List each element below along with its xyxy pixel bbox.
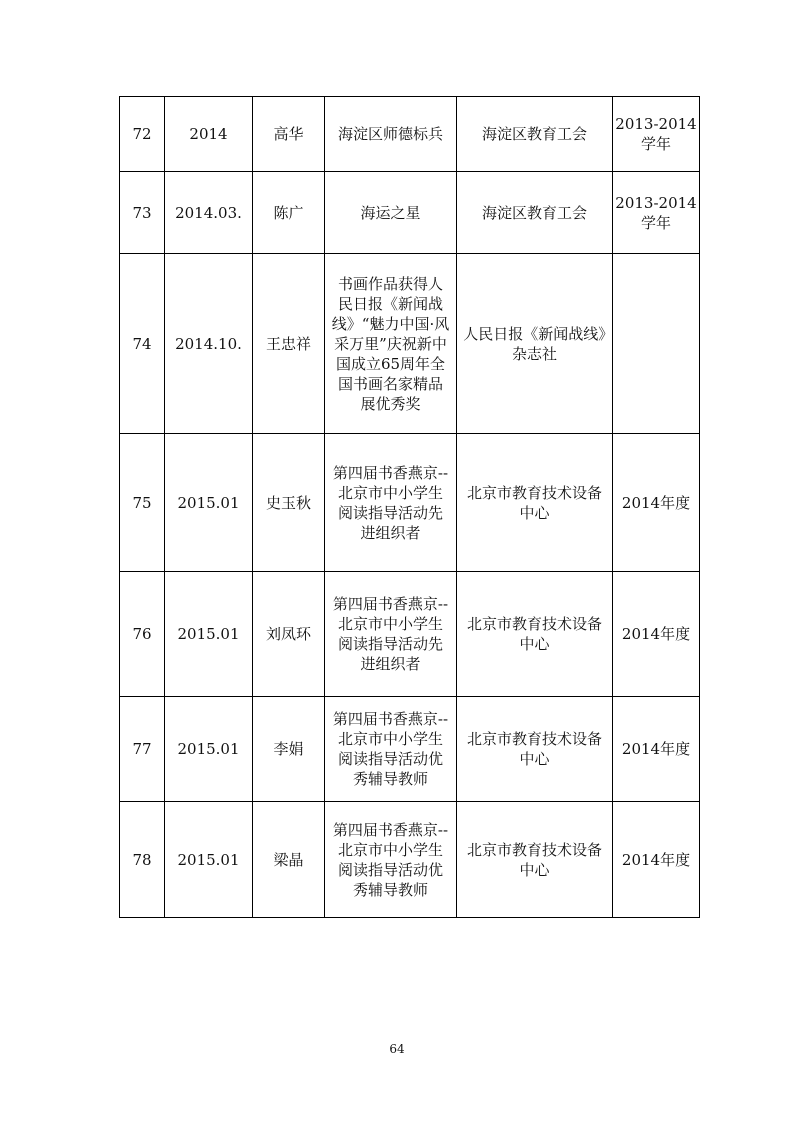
cell-date: 2014.10. (165, 254, 253, 434)
cell-period: 2014年度 (613, 434, 700, 572)
cell-number: 72 (120, 97, 165, 172)
page-number: 64 (389, 1042, 405, 1056)
table-row (120, 97, 700, 172)
cell-issuer: 人民日报《新闻战线》杂志社 (457, 254, 613, 434)
cell-period: 2014年度 (613, 802, 700, 918)
table-row (120, 172, 700, 254)
cell-issuer: 北京市教育技术设备中心 (457, 434, 613, 572)
cell-name: 梁晶 (253, 802, 325, 918)
cell-award: 第四届书香燕京--北京市中小学生阅读指导活动先进组织者 (325, 572, 457, 697)
cell-number: 73 (120, 172, 165, 254)
cell-award: 书画作品获得人民日报《新闻战线》“魅力中国·风采万里”庆祝新中国成立65周年全国书画名家精品展优秀奖 (325, 254, 457, 434)
table-row (120, 802, 700, 918)
table-row (120, 254, 700, 434)
cell-issuer: 北京市教育技术设备中心 (457, 802, 613, 918)
cell-award: 第四届书香燕京--北京市中小学生阅读指导活动先进组织者 (325, 434, 457, 572)
cell-award: 海运之星 (325, 172, 457, 254)
cell-award: 第四届书香燕京--北京市中小学生阅读指导活动优秀辅导教师 (325, 802, 457, 918)
cell-award: 第四届书香燕京--北京市中小学生阅读指导活动优秀辅导教师 (325, 697, 457, 802)
cell-period: 2013-2014 学年 (613, 172, 700, 254)
awards-table (119, 96, 700, 918)
cell-date: 2014 (165, 97, 253, 172)
cell-number: 76 (120, 572, 165, 697)
table-row (120, 434, 700, 572)
cell-issuer: 海淀区教育工会 (457, 172, 613, 254)
cell-name: 李娟 (253, 697, 325, 802)
cell-issuer: 北京市教育技术设备中心 (457, 572, 613, 697)
table-row (120, 697, 700, 802)
cell-number: 78 (120, 802, 165, 918)
table-row (120, 572, 700, 697)
cell-issuer: 海淀区教育工会 (457, 97, 613, 172)
cell-period: 2013-2014 学年 (613, 97, 700, 172)
cell-award: 海淀区师德标兵 (325, 97, 457, 172)
cell-name: 高华 (253, 97, 325, 172)
cell-date: 2014.03. (165, 172, 253, 254)
cell-number: 75 (120, 434, 165, 572)
cell-period: 2014年度 (613, 572, 700, 697)
cell-name: 王忠祥 (253, 254, 325, 434)
cell-number: 74 (120, 254, 165, 434)
cell-number: 77 (120, 697, 165, 802)
cell-date: 2015.01 (165, 697, 253, 802)
cell-date: 2015.01 (165, 434, 253, 572)
cell-name: 史玉秋 (253, 434, 325, 572)
cell-name: 陈广 (253, 172, 325, 254)
cell-issuer: 北京市教育技术设备中心 (457, 697, 613, 802)
cell-name: 刘凤环 (253, 572, 325, 697)
cell-date: 2015.01 (165, 802, 253, 918)
cell-date: 2015.01 (165, 572, 253, 697)
cell-period: 2014年度 (613, 697, 700, 802)
cell-period (613, 254, 700, 434)
